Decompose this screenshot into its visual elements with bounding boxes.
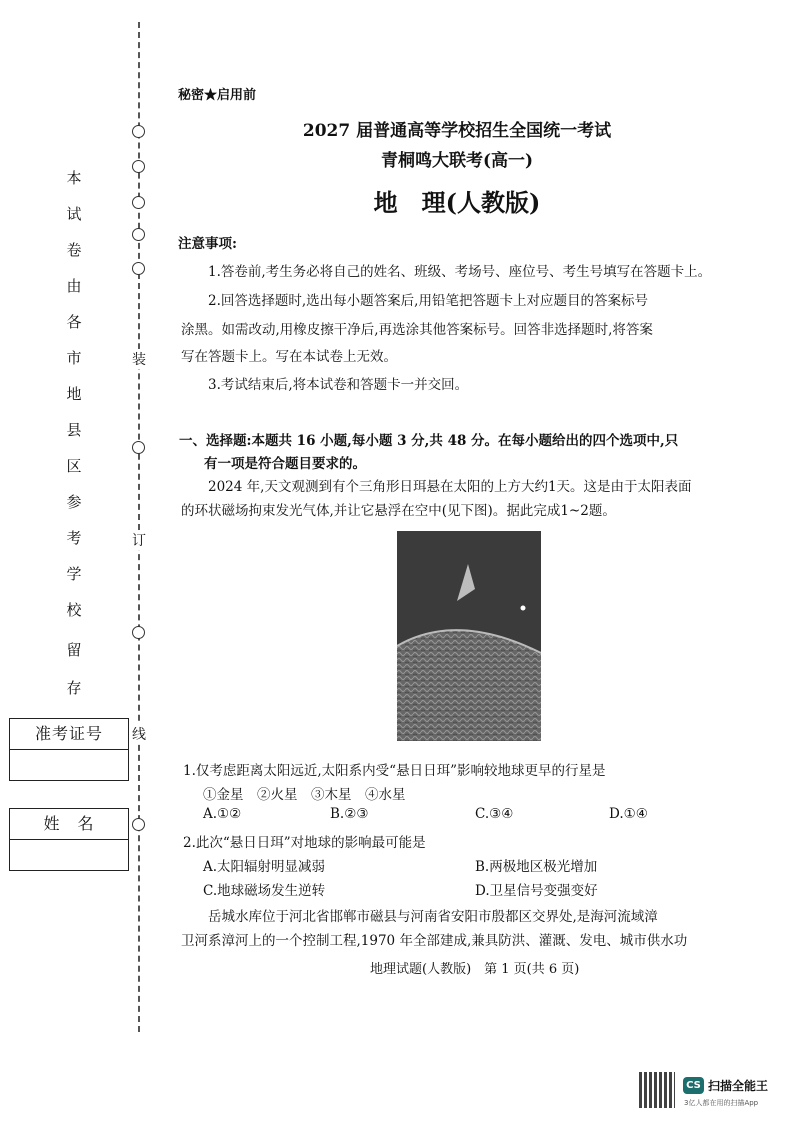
binding-hole bbox=[132, 441, 145, 454]
question-2-stem: 2.此次“悬日日珥”对地球的影响最可能是 bbox=[183, 835, 426, 851]
vertical-note-char: 县 bbox=[66, 421, 82, 439]
name-box bbox=[9, 808, 129, 871]
question-1-stem: 1.仅考虑距离太阳远近,太阳系内受“悬日日珥”影响较地球更早的行星是 bbox=[183, 763, 606, 779]
name-label: 姓 名 bbox=[10, 809, 128, 840]
camscanner-logo-icon: CS bbox=[683, 1077, 704, 1094]
vertical-note-char: 各 bbox=[66, 313, 82, 331]
passage-line: 2024 年,天文观测到有个三角形日珥悬在太阳的上方大约1天。这是由于太阳表面 bbox=[208, 479, 692, 495]
notes-heading: 注意事项: bbox=[178, 236, 237, 252]
question-1-option-b: B.②③ bbox=[330, 806, 369, 822]
question-1-items: ①金星 ②火星 ③木星 ④水星 bbox=[203, 787, 406, 803]
exam-id-box bbox=[9, 718, 129, 781]
notes-line: 1.答卷前,考生务必将自己的姓名、班级、考场号、座位号、考生号填写在答题卡上。 bbox=[208, 264, 712, 280]
passage2-line: 卫河系漳河上的一个控制工程,1970 年全部建成,兼具防洪、灌溉、发电、城市供水功 bbox=[181, 933, 688, 949]
vertical-note-char: 考 bbox=[66, 529, 82, 547]
passage2-line: 岳城水库位于河北省邯郸市磁县与河南省安阳市殷都区交界处,是海河流域漳 bbox=[208, 909, 658, 925]
binding-dashed-line bbox=[138, 22, 140, 1032]
name-field[interactable] bbox=[10, 840, 128, 870]
vertical-note-char: 校 bbox=[66, 601, 82, 619]
vertical-note-char: 市 bbox=[66, 349, 82, 367]
question-1-option-c: C.③④ bbox=[475, 806, 514, 822]
notes-line: 2.回答选择题时,选出每小题答案后,用铅笔把答题卡上对应题目的答案标号 bbox=[208, 293, 648, 309]
question-1-option-d: D.①④ bbox=[609, 806, 648, 822]
exam-id-label: 准考证号 bbox=[10, 719, 128, 750]
qr-code-icon bbox=[639, 1072, 675, 1108]
vertical-note-char: 本 bbox=[66, 169, 82, 187]
vertical-note-char: 参 bbox=[66, 493, 82, 511]
binding-hole bbox=[132, 818, 145, 831]
binding-char-zhuang: 装 bbox=[130, 349, 148, 369]
question-1-option-a: A.①② bbox=[203, 806, 242, 822]
section-heading-cont: 有一项是符合题目要求的。 bbox=[204, 456, 366, 472]
binding-hole bbox=[132, 262, 145, 275]
exam-id-field[interactable] bbox=[10, 750, 128, 780]
question-2-option-d: D.卫星信号变强变好 bbox=[475, 883, 598, 899]
notes-line: 涂黑。如需改动,用橡皮擦干净后,再选涂其他答案标号。回答非选择题时,将答案 bbox=[181, 322, 653, 338]
binding-hole bbox=[132, 228, 145, 241]
vertical-note-char: 留 bbox=[66, 641, 82, 659]
page-footer: 地理试题(人教版) 第 1 页(共 6 页) bbox=[370, 962, 580, 977]
binding-char-xian: 线 bbox=[130, 724, 148, 744]
solar-prominence-photo bbox=[397, 531, 541, 741]
vertical-note-char: 试 bbox=[66, 205, 82, 223]
watermark-app-name: 扫描全能王 bbox=[708, 1079, 769, 1093]
binding-char-ding: 订 bbox=[130, 530, 148, 550]
sub-title: 青桐鸣大联考(高一) bbox=[380, 151, 534, 171]
vertical-note-char: 区 bbox=[66, 457, 82, 475]
vertical-note-char: 存 bbox=[66, 679, 82, 697]
vertical-note-char: 卷 bbox=[66, 241, 82, 259]
exam-title: 2027 届普通高等学校招生全国统一考试 bbox=[302, 121, 612, 141]
notes-line: 3.考试结束后,将本试卷和答题卡一并交回。 bbox=[208, 377, 469, 393]
vertical-note-char: 学 bbox=[66, 565, 82, 583]
vertical-note-char: 地 bbox=[66, 385, 82, 403]
subject-title: 地 理(人教版) bbox=[373, 188, 541, 217]
question-2-option-a: A.太阳辐射明显减弱 bbox=[203, 859, 326, 875]
question-2-option-b: B.两极地区极光增加 bbox=[475, 859, 598, 875]
passage-line: 的环状磁场拘束发光气体,并让它悬浮在空中(见下图)。据此完成1~2题。 bbox=[181, 503, 616, 519]
vertical-note-char: 由 bbox=[66, 277, 82, 295]
binding-hole bbox=[132, 626, 145, 639]
watermark-tagline: 3亿人都在用的扫描App bbox=[684, 1099, 759, 1107]
secret-label: 秘密★启用前 bbox=[178, 88, 257, 103]
section-heading: 一、选择题:本题共 16 小题,每小题 3 分,共 48 分。在每小题给出的四个选项中,只 bbox=[179, 433, 679, 449]
question-2-option-c: C.地球磁场发生逆转 bbox=[203, 883, 326, 899]
notes-line: 写在答题卡上。写在本试卷上无效。 bbox=[181, 349, 397, 365]
